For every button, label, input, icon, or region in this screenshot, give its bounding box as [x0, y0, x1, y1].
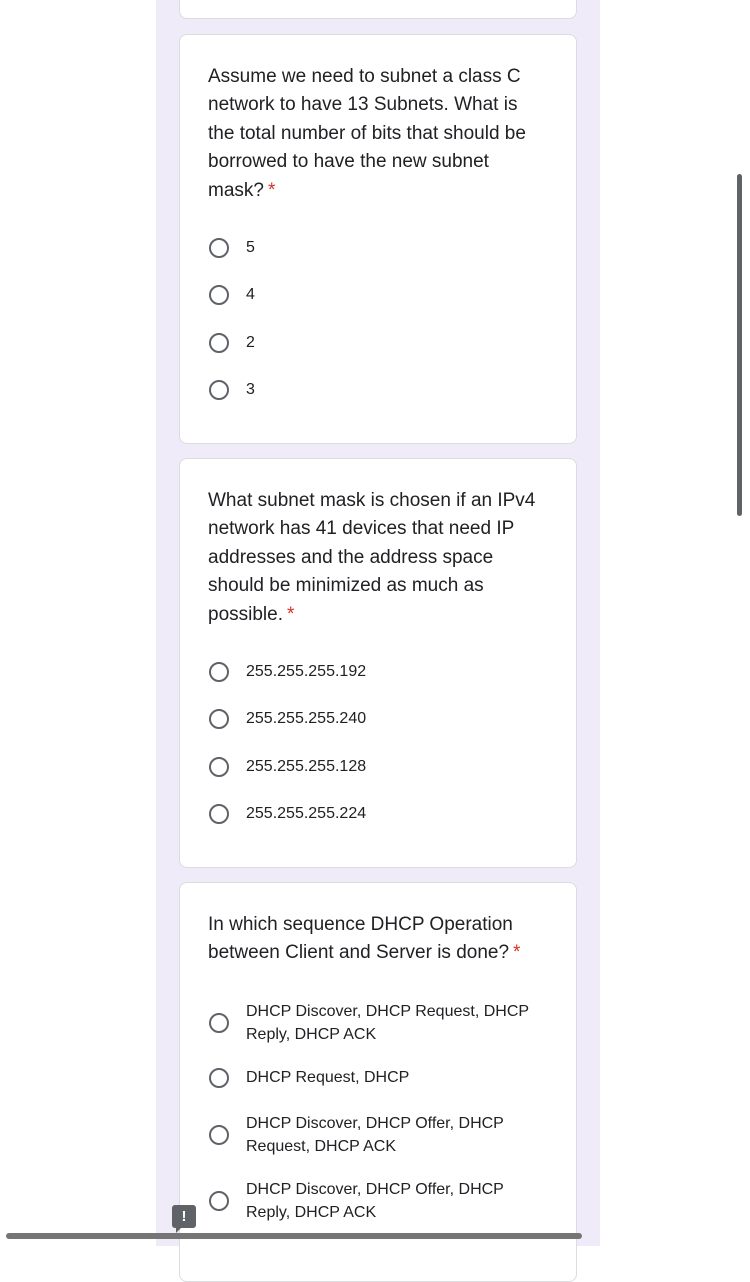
question-title	[208, 911, 548, 968]
radio-button[interactable]	[209, 804, 229, 824]
radio-button[interactable]	[209, 1191, 229, 1211]
required-asterisk: *	[267, 179, 276, 201]
option-label: DHCP Discover, DHCP Offer, DHCP Request, DHCP ACK	[246, 1114, 504, 1155]
option-label: 3	[246, 381, 255, 399]
report-icon[interactable]: !	[172, 1205, 196, 1228]
option-label: 255.255.255.128	[246, 758, 367, 776]
radio-button[interactable]	[209, 1013, 229, 1033]
radio-button[interactable]	[209, 238, 229, 258]
radio-option[interactable]	[208, 277, 548, 313]
radio-option[interactable]	[208, 654, 548, 690]
vertical-scrollbar[interactable]	[737, 174, 742, 516]
radio-button[interactable]	[209, 1125, 229, 1145]
question-text: In which sequence DHCP Operation between Client and Server is done?	[208, 914, 513, 964]
question-title	[208, 487, 548, 629]
option-label: 2	[246, 334, 255, 352]
radio-button[interactable]	[209, 285, 229, 305]
option-label: 255.255.255.240	[246, 710, 367, 728]
radio-button[interactable]	[209, 709, 229, 729]
question-text: Assume we need to subnet a class C network to have 13 Subnets. What is the total number of bits that should be borrowed to have the new subnet mask?	[208, 66, 526, 201]
radio-option[interactable]	[208, 1176, 548, 1226]
radio-button[interactable]	[209, 662, 229, 682]
question-card	[179, 882, 577, 1282]
previous-question-card	[179, 0, 577, 19]
radio-option[interactable]	[208, 701, 548, 737]
horizontal-scrollbar[interactable]	[6, 1233, 582, 1239]
question-card	[179, 458, 577, 868]
radio-button[interactable]	[209, 333, 229, 353]
radio-option[interactable]	[208, 1110, 548, 1160]
required-asterisk: *	[513, 942, 521, 964]
option-label: 255.255.255.224	[246, 805, 367, 823]
radio-button[interactable]	[209, 1068, 229, 1088]
option-label: DHCP Discover, DHCP Offer, DHCP Reply, DHCP ACK	[246, 1180, 504, 1221]
option-label: DHCP Request, DHCP	[246, 1069, 410, 1087]
option-label: 4	[246, 286, 255, 304]
radio-option[interactable]	[208, 749, 548, 785]
question-title	[208, 63, 548, 205]
radio-option[interactable]	[208, 796, 548, 832]
question-card	[179, 34, 577, 444]
radio-option[interactable]	[208, 998, 548, 1048]
radio-button[interactable]	[209, 757, 229, 777]
option-label: 255.255.255.192	[246, 663, 367, 681]
radio-option[interactable]	[208, 230, 548, 266]
radio-option[interactable]	[208, 372, 548, 408]
radio-option[interactable]	[208, 325, 548, 361]
option-label: DHCP Discover, DHCP Request, DHCP Reply, DHCP ACK	[246, 1002, 529, 1043]
radio-option[interactable]	[208, 1060, 548, 1096]
option-label: 5	[246, 239, 255, 257]
question-text: What subnet mask is chosen if an IPv4 network has 41 devices that need IP addresses and the address space should be minimized as much as possible.	[208, 490, 536, 625]
radio-button[interactable]	[209, 380, 229, 400]
required-asterisk: *	[287, 603, 295, 625]
